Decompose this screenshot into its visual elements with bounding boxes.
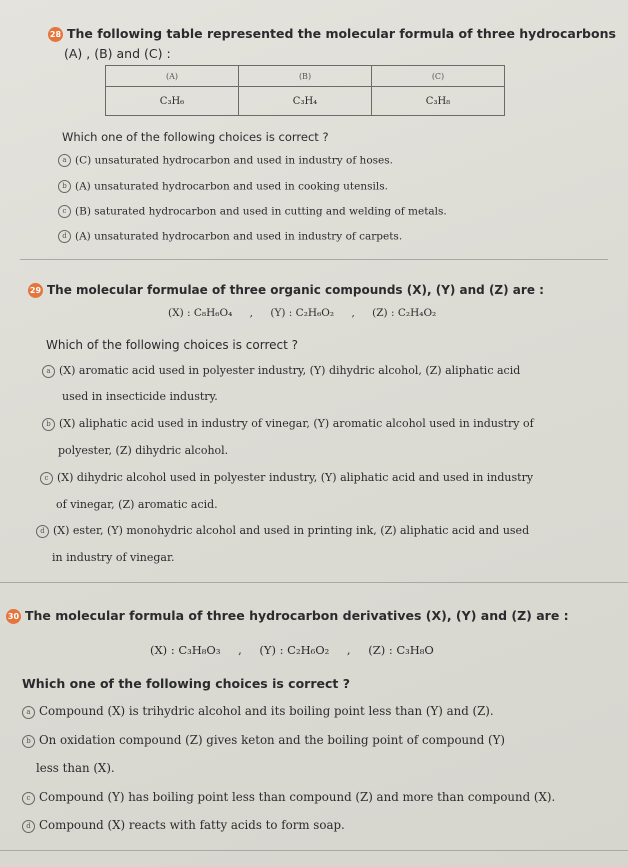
option-c-marker: c — [22, 792, 35, 805]
option-a-marker: a — [42, 365, 55, 378]
table-header-row — [106, 66, 505, 87]
q28-option-d[interactable]: d (A) unsaturated hydrocarbon and used in industry of carpets. — [58, 230, 402, 243]
q28-stem-line1: 28 The following table represented the molecular formula of three hydrocarbons — [49, 26, 616, 41]
q30-question: Which one of the following choices is correct ? — [22, 676, 350, 691]
table-header-c: (C) — [372, 66, 505, 87]
q30-option-b[interactable]: b On oxidation compound (Z) gives keton and the boiling point of compound (Y) — [22, 733, 505, 748]
q29-option-c[interactable]: c (X) dihydric alcohol used in polyester industry, (Y) aliphatic acid and used in industry — [40, 471, 533, 485]
table-formula-b: C₃H₄ — [239, 87, 372, 116]
q29-option-c-cont: of vinegar, (Z) aromatic acid. — [56, 498, 218, 511]
option-d-marker: d — [36, 525, 49, 538]
q30-option-d[interactable]: d Compound (X) reacts with fatty acids to form soap. — [22, 818, 345, 833]
q29-option-a[interactable]: a (X) aromatic acid used in polyester industry, (Y) dihydric alcohol, (Z) aliphatic acid — [42, 364, 520, 378]
q30-formula-z: (Z) : C₃H₈O — [368, 643, 434, 657]
q30-option-a[interactable]: a Compound (X) is trihydric alcohol and its boiling point less than (Y) and (Z). — [22, 704, 494, 719]
q28-option-c[interactable]: c (B) saturated hydrocarbon and used in cutting and welding of metals. — [58, 205, 447, 218]
q29-stem: 29 The molecular formulae of three organic compounds (X), (Y) and (Z) are : — [29, 283, 544, 297]
q29-formula-x: (X) : C₈H₆O₄ — [168, 307, 233, 319]
q28-option-b[interactable]: b (A) unsaturated hydrocarbon and used in cooking utensils. — [58, 180, 388, 193]
q28-stem-line2: (A) , (B) and (C) : — [64, 46, 171, 61]
q29-question: Which of the following choices is correct ? — [46, 338, 298, 352]
option-b-marker: b — [42, 418, 55, 431]
option-b-marker: b — [22, 735, 35, 748]
section-divider — [20, 259, 608, 260]
q30-formulas: (X) : C₃H₈O₃ , (Y) : C₂H₆O₂ , (Z) : C₃H₈O — [150, 643, 434, 657]
q29-number-badge: 29 — [28, 283, 43, 298]
q29-formulas: (X) : C₈H₆O₄ , (Y) : C₂H₆O₂ , (Z) : C₂H₄O₂ — [168, 307, 437, 319]
q28-question: Which one of the following choices is correct ? — [62, 130, 329, 144]
table-header-b: (B) — [239, 66, 372, 87]
q29-option-a-cont: used in insecticide industry. — [62, 390, 218, 403]
option-d-marker: d — [58, 230, 71, 243]
q29-formula-y: (Y) : C₂H₆O₂ — [270, 307, 335, 319]
option-a-marker: a — [22, 706, 35, 719]
option-a-marker: a — [58, 154, 71, 167]
q29-formula-z: (Z) : C₂H₄O₂ — [372, 307, 437, 319]
section-divider — [0, 582, 628, 583]
option-d-marker: d — [22, 820, 35, 833]
q30-formula-x: (X) : C₃H₈O₃ — [150, 643, 221, 657]
q30-stem: 30 The molecular formula of three hydrocarbon derivatives (X), (Y) and (Z) are : — [7, 608, 569, 623]
q29-option-b[interactable]: b (X) aliphatic acid used in industry of vinegar, (Y) aromatic alcohol used in industry of — [42, 417, 534, 431]
q28-number-badge: 28 — [48, 27, 63, 42]
q30-number-badge: 30 — [6, 609, 21, 624]
q28-option-a[interactable]: a (C) unsaturated hydrocarbon and used in industry of hoses. — [58, 154, 393, 167]
q29-option-b-cont: polyester, (Z) dihydric alcohol. — [58, 444, 229, 457]
table-formula-c: C₃H₈ — [372, 87, 505, 116]
section-divider — [0, 850, 628, 851]
option-c-marker: c — [40, 472, 53, 485]
table-header-a: (A) — [106, 66, 239, 87]
hydrocarbon-table — [105, 65, 505, 116]
table-formula-row — [106, 87, 505, 116]
q29-option-d[interactable]: d (X) ester, (Y) monohydric alcohol and used in printing ink, (Z) aliphatic acid and used — [36, 524, 529, 538]
q30-option-c[interactable]: c Compound (Y) has boiling point less than compound (Z) and more than compound (X). — [22, 790, 555, 805]
q30-formula-y: (Y) : C₂H₆O₂ — [259, 643, 330, 657]
table-formula-a: C₃H₆ — [106, 87, 239, 116]
option-c-marker: c — [58, 205, 71, 218]
q30-option-b-cont: less than (X). — [36, 761, 115, 775]
option-b-marker: b — [58, 180, 71, 193]
q29-option-d-cont: in industry of vinegar. — [52, 551, 175, 564]
